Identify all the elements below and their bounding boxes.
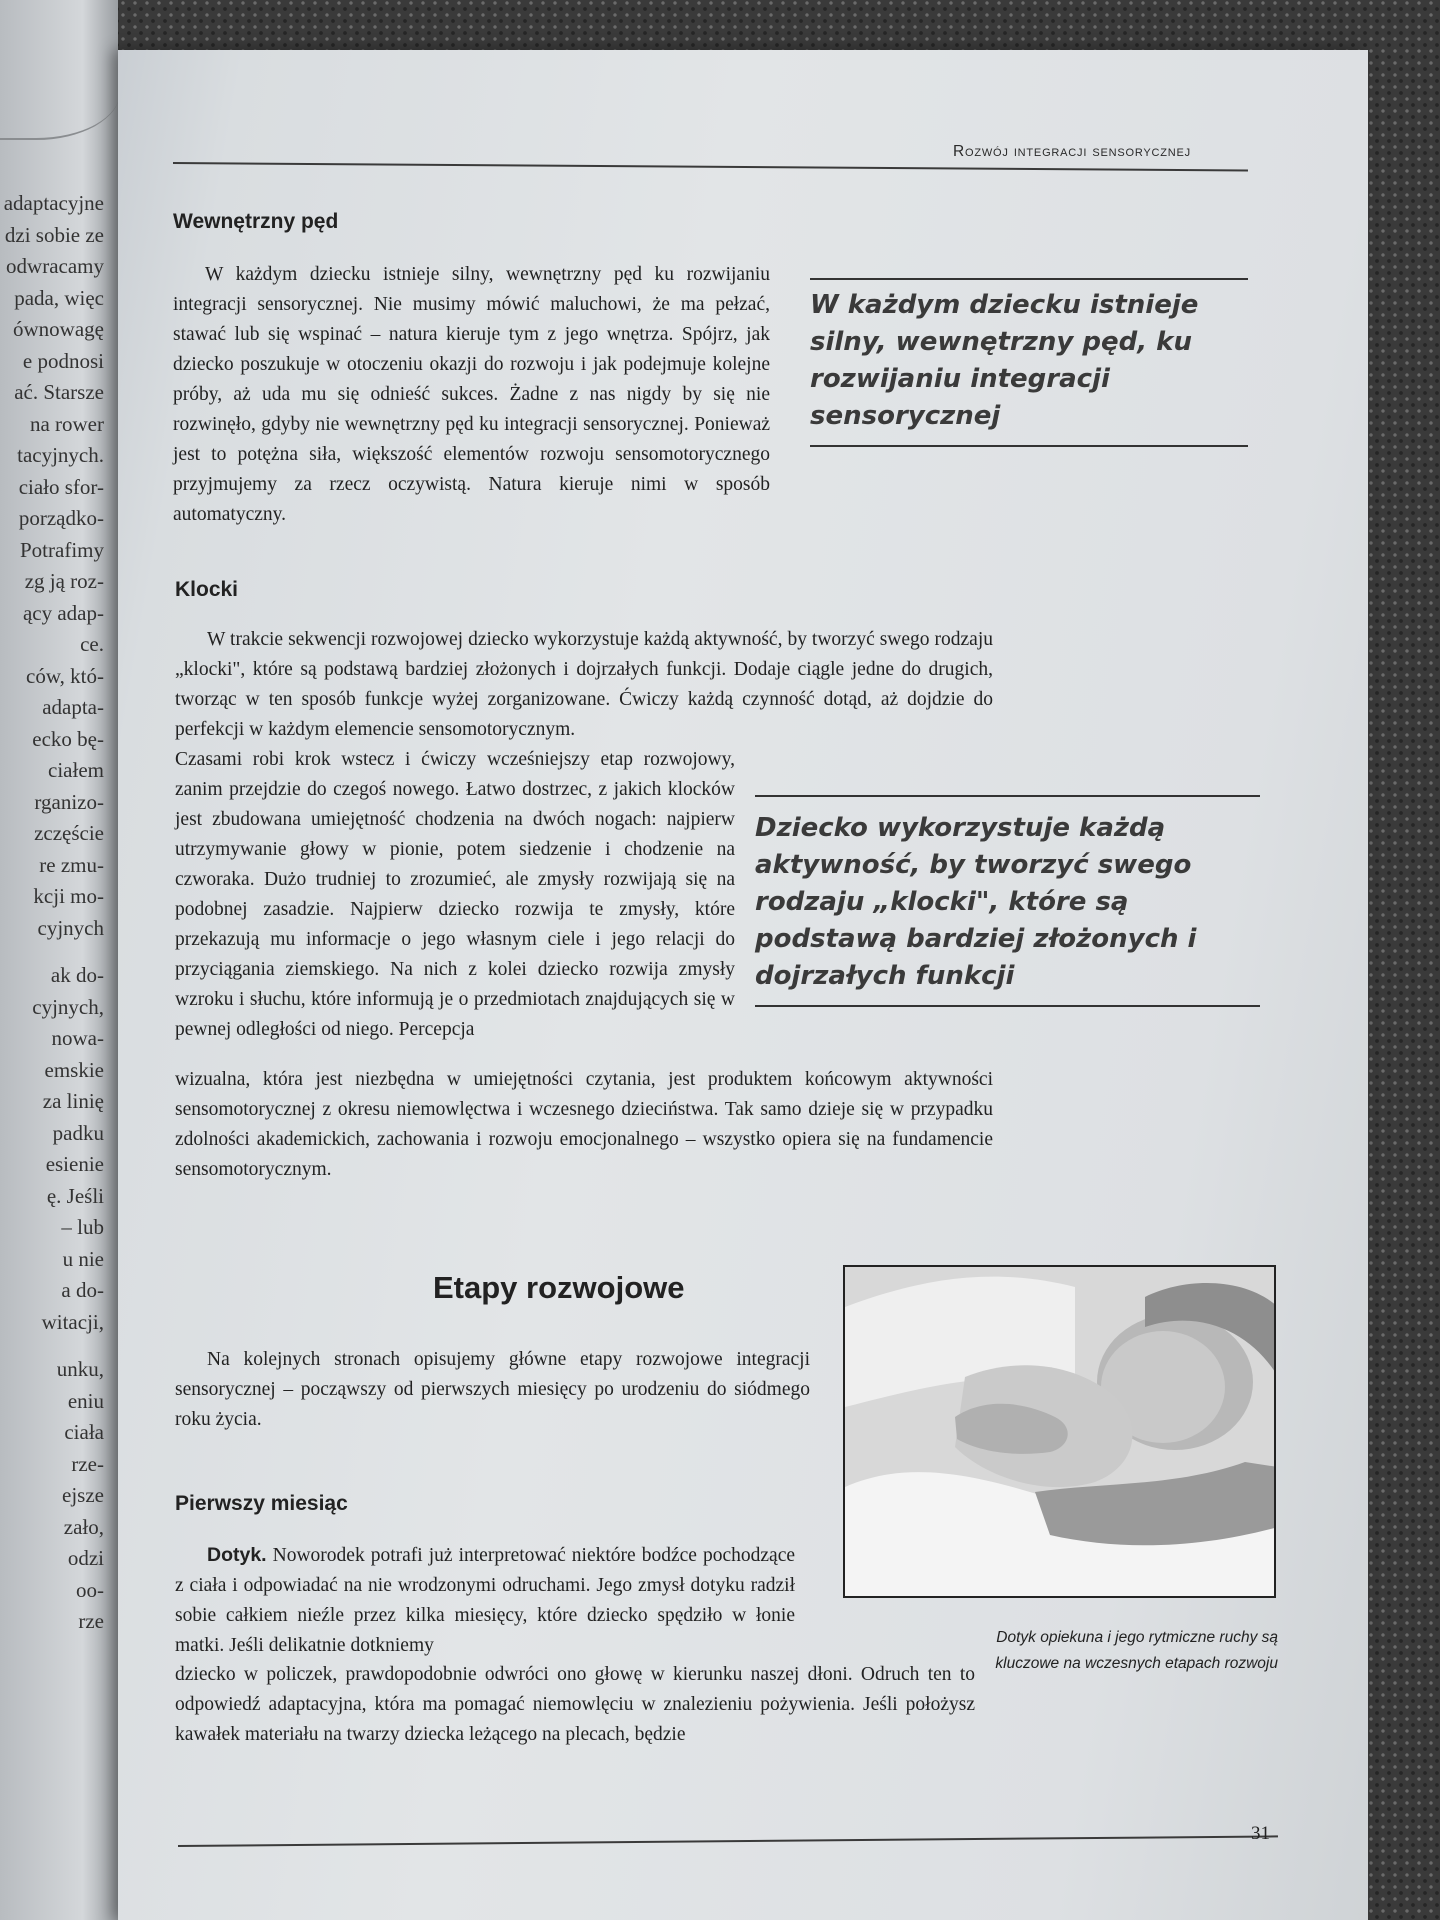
section-text-klocki-b — [175, 745, 735, 1045]
left-page-fragment: zg ją roz- — [24, 569, 104, 593]
left-page-fragment: ców, któ- — [26, 663, 104, 688]
left-page-fragment: ównowagę — [13, 317, 104, 341]
left-page-fragment: ciała — [64, 1420, 104, 1444]
left-page-fragment: ciało sfor- — [18, 474, 104, 499]
left-page-fragment: pada, więc — [14, 285, 104, 310]
left-page-fragment: a do- — [61, 1278, 104, 1302]
paragraph: dziecko w policzek, prawdopodobnie odwróci ono głowę w kierunku naszej dłoni. Odruch ten to odpowiedź adaptacyjna, która ma pomagać niemowlęciu w znalezieniu pożywienia. Jeśli położysz kawałek materiału na twarzy dziecka leżącego na plecach, będzie — [175, 1664, 975, 1745]
section-text-pierwszy-miesiac-a — [175, 1540, 795, 1661]
left-page-fragment: emskie — [44, 1057, 104, 1082]
figure-caption: Dotyk opiekuna i jego rytmiczne ruchy są kluczowe na wczesnych etapach rozwoju — [995, 1629, 1278, 1672]
left-page-fragment: esienie — [45, 1152, 104, 1176]
left-page-fragment: cyjnych, — [32, 994, 104, 1019]
header-rule — [173, 162, 1248, 171]
section-text-wewnetrzny-ped — [173, 260, 770, 530]
left-page-fragment: adapta- — [42, 695, 104, 719]
left-page-fragment: rze — [78, 1609, 104, 1633]
left-page-fragment: porządko- — [18, 506, 104, 530]
paragraph — [175, 1540, 795, 1661]
pull-quote-1: W każdym dziecku istnieje silny, wewnętrzny pęd, ku rozwijaniu integracji sensorycznej — [810, 290, 1199, 431]
left-page-fragment: – lub — [61, 1215, 104, 1239]
paragraph: wizualna, która jest niezbędna w umiejętności czytania, jest produktem końcowym aktywności sensomotorycznej z okresu niemowlęctwa i wczesnego dzieciństwa. Tak samo dzieje się w przypadku zdolności akademickich, zachowania i rozwoju emocjonalnego – wszystko opiera się na fundamencie sensomotorycznym. — [175, 1069, 993, 1180]
section-title-klocki: Klocki — [175, 578, 239, 601]
section-text-klocki-c — [175, 1065, 993, 1185]
left-page-fragment: odzi — [67, 1546, 104, 1570]
section-title-wewnetrzny-ped: Wewnętrzny pęd — [173, 210, 339, 233]
left-page-fragment: odwracamy — [6, 254, 104, 278]
left-page-fragment: eniu — [67, 1388, 104, 1413]
left-page-fragment: u nie — [62, 1246, 104, 1271]
baby-photo-illustration — [845, 1267, 1276, 1598]
left-page-fragment — [0, 1338, 118, 1354]
left-page-fragment: kcji mo- — [33, 884, 104, 908]
left-page-fragment: za linię — [42, 1089, 104, 1113]
left-page-fragment: ący adap- — [22, 600, 104, 625]
left-page-fragment: ać. Starsze — [14, 380, 104, 404]
pull-quote-rule — [755, 1005, 1260, 1007]
section-title-pierwszy-miesiac: Pierwszy miesiąc — [175, 1492, 348, 1515]
left-page-fragment: dzi sobie ze — [4, 222, 104, 247]
pull-quote-rule — [810, 278, 1248, 280]
left-page-curve — [0, 60, 118, 140]
left-page-fragment: ecko bę- — [32, 726, 104, 751]
paragraph: Czasami robi krok wstecz i ćwiczy wcześniejszy etap rozwojowy, zanim przejdzie do czegoś nowego. Łatwo dostrzec, z jakich klocków jest zbudowana umiejętność chodzenia na dwóch nogach: najpierw utrzymywanie głowy w pionie, potem siedzenie i chodzenie na czworaka. Dużo trudniej to zrozumieć, ale zmysły rozwijają się na podobnej zasadzie. Najpierw dziecko rozwija te zmysły, które przekazują mu informacje o jego własnym ciele i jego relacji do przyciągania ziemskiego. Na nich z kolei dziecko rozwija zmysły wzroku i słuchu, które informują je o przedmiotach znajdujących się w pewnej odległości od niego. Percepcja — [175, 749, 735, 1040]
paragraph: W trakcie sekwencji rozwojowej dziecko wykorzystuje każdą aktywność, by tworzyć swego rodzaju „klocki", które są podstawą bardziej złożonych i dojrzałych funkcji. Dodaje ciągle jedne do drugich, tworząc w ten sposób funkcje wyżej zorganizowane. Ćwiczy każdą czynność dotąd, aż dojdzie do perfekcji w każdym elemencie sensomotorycznym. — [175, 629, 993, 740]
baby-photo — [843, 1265, 1276, 1598]
heading-etapy-rozwojowe: Etapy rozwojowe — [433, 1270, 685, 1305]
left-page-fragment: Potrafimy — [20, 537, 104, 562]
left-page-fragment: ak do- — [50, 963, 104, 987]
pull-quote-rule — [810, 445, 1248, 447]
left-page-fragment: zczęście — [34, 821, 104, 845]
pull-quote-rule — [755, 795, 1260, 797]
left-page-fragment: nowa- — [51, 1026, 104, 1050]
left-page-fragment: cyjnych — [37, 915, 104, 940]
section-text-klocki-a — [175, 625, 993, 745]
left-page-fragment: padku — [52, 1120, 104, 1145]
left-page-fragment: ę. Jeśli — [46, 1183, 104, 1208]
paragraph: Na kolejnych stronach opisujemy główne etapy rozwojowe integracji sensorycznej – począwszy od pierwszych miesięcy po urodzeniu do siódmego roku życia. — [175, 1349, 810, 1430]
left-page-fragment: ciałem — [48, 758, 104, 782]
left-page-fragment: oo- — [76, 1577, 104, 1602]
running-head: Rozwój integracji sensorycznej — [953, 143, 1191, 160]
left-page-fragment: na rower — [29, 411, 104, 436]
page-number: 31 — [1251, 1823, 1270, 1844]
pull-quote-2: Dziecko wykorzystuje każdą aktywność, by tworzyć swego rodzaju „klocki", które są podstawą bardziej złożonych i dojrzałych funkcji — [755, 813, 1197, 991]
left-page-text — [0, 188, 118, 1638]
paragraph-text: Noworodek potrafi już interpretować niektóre bodźce pochodzące z ciała i odpowiadać na nie wrodzonymi odruchami. Jego zmysł dotyku radził sobie całkiem nieźle przez kilka miesięcy, które dziecko spędziło w łonie matki. Jeśli delikatnie dotkniemy — [175, 1545, 795, 1656]
left-page-fragment: adaptacyjne — [3, 191, 104, 215]
footer-rule — [178, 1835, 1278, 1846]
left-page-fragment: rze- — [71, 1451, 104, 1476]
paragraph: W każdym dziecku istnieje silny, wewnętrzny pęd ku rozwijaniu integracji sensorycznej. Nie musimy mówić maluchowi, że ma pełzać, stawać lub się wspinać – natura kieruje tym z jego wnętrza. Spójrz, jak dziecko poszukuje w otoczeniu okazji do rozwoju i jak podejmuje kolejne próby, aż uda mu się odnieść sukces. Żadne z nas nigdy by się nie rozwinęło, gdyby nie wewnętrzny pęd ku integracji sensorycznej. Ponieważ jest to potężna siła, większość elementów rozwoju sensomotorycznego przyjmujemy za rzecz oczywistą. Natura kieruje nimi w sposób automatyczny. — [173, 264, 770, 525]
left-page-fragment: ejsze — [62, 1483, 104, 1507]
left-page-fragment — [0, 944, 118, 960]
book-page — [118, 50, 1368, 1920]
left-facing-page — [0, 0, 118, 1920]
left-page-fragment: unku, — [56, 1357, 104, 1381]
left-page-fragment: re zmu- — [39, 852, 104, 877]
left-page-fragment: tacyjnych. — [17, 443, 104, 467]
section-text-pierwszy-miesiac-b — [175, 1660, 975, 1750]
left-page-fragment: e podnosi — [22, 348, 104, 373]
left-page-fragment: ce. — [80, 632, 104, 656]
section-text-etapy — [175, 1345, 810, 1435]
left-page-fragment: zało, — [63, 1514, 104, 1539]
left-page-fragment: rganizo- — [34, 789, 104, 814]
lead-term: Dotyk. — [207, 1544, 267, 1566]
left-page-fragment: witacji, — [41, 1309, 104, 1334]
